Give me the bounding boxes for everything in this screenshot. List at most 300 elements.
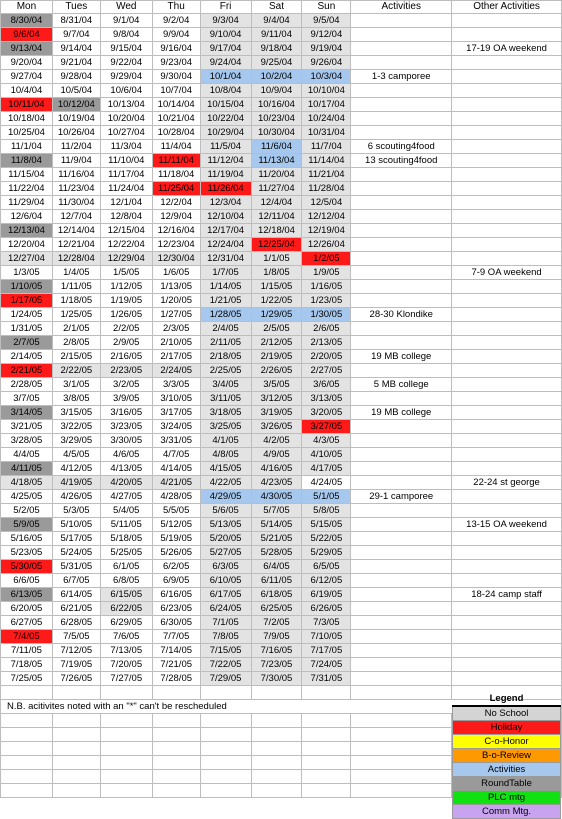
date-cell[interactable]: 7/8/05 [200,630,251,644]
other-activities-cell[interactable]: 18-24 camp staff [452,588,562,602]
other-activities-cell[interactable] [452,574,562,588]
date-cell[interactable]: 2/17/05 [152,350,200,364]
date-cell[interactable]: 2/16/05 [100,350,152,364]
date-cell[interactable]: 2/18/05 [200,350,251,364]
empty-cell[interactable] [100,686,152,700]
empty-cell[interactable] [152,770,200,784]
date-cell[interactable]: 6/28/05 [52,616,100,630]
date-cell[interactable]: 4/27/05 [100,490,152,504]
date-cell[interactable]: 10/19/04 [52,112,100,126]
other-activities-cell[interactable] [452,644,562,658]
date-cell[interactable]: 7/17/05 [302,644,351,658]
date-cell[interactable]: 12/29/04 [100,252,152,266]
date-cell[interactable]: 9/26/04 [302,56,351,70]
date-cell[interactable]: 5/6/05 [200,504,251,518]
other-activities-cell[interactable]: 7-9 OA weekend [452,266,562,280]
date-cell[interactable]: 6/1/05 [100,560,152,574]
date-cell[interactable]: 4/18/05 [1,476,53,490]
date-cell[interactable]: 5/28/05 [251,546,302,560]
date-cell[interactable]: 2/22/05 [52,364,100,378]
other-activities-cell[interactable] [452,378,562,392]
other-activities-cell[interactable] [452,546,562,560]
date-cell[interactable]: 5/29/05 [302,546,351,560]
date-cell[interactable]: 6/23/05 [152,602,200,616]
date-cell[interactable]: 4/16/05 [251,462,302,476]
date-cell[interactable]: 5/20/05 [200,532,251,546]
empty-cell[interactable] [200,686,251,700]
date-cell[interactable]: 10/31/04 [302,126,351,140]
date-cell[interactable]: 12/9/04 [152,210,200,224]
empty-cell[interactable] [251,742,302,756]
other-activities-cell[interactable] [452,196,562,210]
date-cell[interactable]: 2/5/05 [251,322,302,336]
date-cell[interactable]: 1/2/05 [302,252,351,266]
date-cell[interactable]: 1/18/05 [52,294,100,308]
date-cell[interactable]: 9/27/04 [1,70,53,84]
date-cell[interactable]: 9/11/04 [251,28,302,42]
date-cell[interactable]: 7/31/05 [302,672,351,686]
date-cell[interactable]: 7/27/05 [100,672,152,686]
empty-cell[interactable] [100,728,152,742]
activities-cell[interactable]: 28-30 Klondike [351,308,452,322]
date-cell[interactable]: 4/17/05 [302,462,351,476]
empty-cell[interactable] [302,728,351,742]
other-activities-cell[interactable] [452,406,562,420]
empty-cell[interactable] [100,770,152,784]
empty-cell[interactable] [1,756,53,770]
date-cell[interactable]: 9/22/04 [100,56,152,70]
date-cell[interactable]: 12/12/04 [302,210,351,224]
date-cell[interactable]: 11/19/04 [200,168,251,182]
date-cell[interactable]: 7/19/05 [52,658,100,672]
date-cell[interactable]: 6/16/05 [152,588,200,602]
date-cell[interactable]: 6/8/05 [100,574,152,588]
date-cell[interactable]: 1/10/05 [1,280,53,294]
date-cell[interactable]: 1/9/05 [302,266,351,280]
activities-cell[interactable] [351,28,452,42]
date-cell[interactable]: 12/1/04 [100,196,152,210]
date-cell[interactable]: 3/7/05 [1,392,53,406]
other-activities-cell[interactable] [452,112,562,126]
date-cell[interactable]: 12/23/04 [152,238,200,252]
date-cell[interactable]: 10/16/04 [251,98,302,112]
date-cell[interactable]: 10/29/04 [200,126,251,140]
activities-cell[interactable] [351,322,452,336]
date-cell[interactable]: 6/24/05 [200,602,251,616]
date-cell[interactable]: 3/18/05 [200,406,251,420]
date-cell[interactable]: 12/30/04 [152,252,200,266]
other-activities-cell[interactable] [452,322,562,336]
activities-cell[interactable] [351,532,452,546]
other-activities-cell[interactable] [452,616,562,630]
date-cell[interactable]: 10/8/04 [200,84,251,98]
empty-cell[interactable] [1,770,53,784]
date-cell[interactable]: 10/3/04 [302,70,351,84]
date-cell[interactable]: 2/4/05 [200,322,251,336]
date-cell[interactable]: 6/13/05 [1,588,53,602]
other-activities-cell[interactable] [452,210,562,224]
other-activities-cell[interactable] [452,658,562,672]
other-activities-cell[interactable] [452,364,562,378]
date-cell[interactable]: 7/20/05 [100,658,152,672]
date-cell[interactable]: 11/23/04 [52,182,100,196]
date-cell[interactable]: 7/13/05 [100,644,152,658]
date-cell[interactable]: 12/31/04 [200,252,251,266]
date-cell[interactable]: 11/8/04 [1,154,53,168]
date-cell[interactable]: 1/12/05 [100,280,152,294]
date-cell[interactable]: 12/3/04 [200,196,251,210]
date-cell[interactable]: 10/10/04 [302,84,351,98]
empty-cell[interactable] [100,784,152,798]
activities-cell[interactable] [351,56,452,70]
date-cell[interactable]: 4/23/05 [251,476,302,490]
date-cell[interactable]: 3/30/05 [100,434,152,448]
empty-cell[interactable] [52,784,100,798]
empty-cell[interactable] [200,728,251,742]
date-cell[interactable]: 4/15/05 [200,462,251,476]
date-cell[interactable]: 7/10/05 [302,630,351,644]
date-cell[interactable]: 7/3/05 [302,616,351,630]
date-cell[interactable]: 10/23/04 [251,112,302,126]
other-activities-cell[interactable] [452,168,562,182]
date-cell[interactable]: 10/14/04 [152,98,200,112]
empty-cell[interactable] [351,714,452,728]
date-cell[interactable]: 9/29/04 [100,70,152,84]
date-cell[interactable]: 6/18/05 [251,588,302,602]
activities-cell[interactable] [351,84,452,98]
date-cell[interactable]: 7/23/05 [251,658,302,672]
date-cell[interactable]: 5/9/05 [1,518,53,532]
date-cell[interactable]: 12/15/04 [100,224,152,238]
activities-cell[interactable] [351,280,452,294]
date-cell[interactable]: 12/13/04 [1,224,53,238]
date-cell[interactable]: 7/4/05 [1,630,53,644]
date-cell[interactable]: 4/29/05 [200,490,251,504]
date-cell[interactable]: 12/4/04 [251,196,302,210]
empty-cell[interactable] [152,756,200,770]
date-cell[interactable]: 11/7/04 [302,140,351,154]
date-cell[interactable]: 9/21/04 [52,56,100,70]
date-cell[interactable]: 11/21/04 [302,168,351,182]
date-cell[interactable]: 2/27/05 [302,364,351,378]
date-cell[interactable]: 4/8/05 [200,448,251,462]
other-activities-cell[interactable] [452,28,562,42]
other-activities-cell[interactable] [452,434,562,448]
date-cell[interactable]: 10/28/04 [152,126,200,140]
date-cell[interactable]: 7/29/05 [200,672,251,686]
date-cell[interactable]: 2/12/05 [251,336,302,350]
other-activities-cell[interactable] [452,504,562,518]
date-cell[interactable]: 2/28/05 [1,378,53,392]
other-activities-cell[interactable] [452,350,562,364]
date-cell[interactable]: 5/2/05 [1,504,53,518]
date-cell[interactable]: 2/14/05 [1,350,53,364]
date-cell[interactable]: 5/7/05 [251,504,302,518]
activities-cell[interactable]: 19 MB college [351,350,452,364]
date-cell[interactable]: 1/5/05 [100,266,152,280]
activities-cell[interactable] [351,126,452,140]
date-cell[interactable]: 2/21/05 [1,364,53,378]
date-cell[interactable]: 1/13/05 [152,280,200,294]
activities-cell[interactable] [351,462,452,476]
other-activities-cell[interactable] [452,560,562,574]
activities-cell[interactable] [351,210,452,224]
empty-cell[interactable] [302,756,351,770]
activities-cell[interactable] [351,616,452,630]
date-cell[interactable]: 12/17/04 [200,224,251,238]
date-cell[interactable]: 9/28/04 [52,70,100,84]
activities-cell[interactable]: 29-1 camporee [351,490,452,504]
date-cell[interactable]: 10/20/04 [100,112,152,126]
date-cell[interactable]: 6/15/05 [100,588,152,602]
date-cell[interactable]: 4/21/05 [152,476,200,490]
date-cell[interactable]: 11/29/04 [1,196,53,210]
empty-cell[interactable] [351,728,452,742]
date-cell[interactable]: 4/28/05 [152,490,200,504]
date-cell[interactable]: 7/28/05 [152,672,200,686]
date-cell[interactable]: 10/9/04 [251,84,302,98]
date-cell[interactable]: 9/13/04 [1,42,53,56]
empty-cell[interactable] [251,756,302,770]
date-cell[interactable]: 5/17/05 [52,532,100,546]
empty-cell[interactable] [1,728,53,742]
date-cell[interactable]: 9/5/04 [302,14,351,28]
date-cell[interactable]: 4/1/05 [200,434,251,448]
date-cell[interactable]: 9/14/04 [52,42,100,56]
date-cell[interactable]: 5/24/05 [52,546,100,560]
date-cell[interactable]: 12/10/04 [200,210,251,224]
activities-cell[interactable] [351,574,452,588]
other-activities-cell[interactable] [452,70,562,84]
date-cell[interactable]: 3/15/05 [52,406,100,420]
activities-cell[interactable] [351,560,452,574]
other-activities-cell[interactable] [452,140,562,154]
date-cell[interactable]: 3/23/05 [100,420,152,434]
other-activities-cell[interactable] [452,462,562,476]
date-cell[interactable]: 2/13/05 [302,336,351,350]
date-cell[interactable]: 1/7/05 [200,266,251,280]
date-cell[interactable]: 10/26/04 [52,126,100,140]
date-cell[interactable]: 2/3/05 [152,322,200,336]
empty-cell[interactable] [52,770,100,784]
empty-cell[interactable] [302,686,351,700]
date-cell[interactable]: 12/24/04 [200,238,251,252]
date-cell[interactable]: 1/14/05 [200,280,251,294]
date-cell[interactable]: 6/27/05 [1,616,53,630]
empty-cell[interactable] [200,770,251,784]
date-cell[interactable]: 11/17/04 [100,168,152,182]
date-cell[interactable]: 9/19/04 [302,42,351,56]
date-cell[interactable]: 11/10/04 [100,154,152,168]
date-cell[interactable]: 1/26/05 [100,308,152,322]
date-cell[interactable]: 5/14/05 [251,518,302,532]
date-cell[interactable]: 11/22/04 [1,182,53,196]
date-cell[interactable]: 3/3/05 [152,378,200,392]
empty-cell[interactable] [52,686,100,700]
date-cell[interactable]: 2/20/05 [302,350,351,364]
date-cell[interactable]: 11/18/04 [152,168,200,182]
date-cell[interactable]: 3/4/05 [200,378,251,392]
date-cell[interactable]: 9/20/04 [1,56,53,70]
date-cell[interactable]: 5/4/05 [100,504,152,518]
other-activities-cell[interactable] [452,182,562,196]
date-cell[interactable]: 3/24/05 [152,420,200,434]
date-cell[interactable]: 11/12/04 [200,154,251,168]
other-activities-cell[interactable] [452,602,562,616]
date-cell[interactable]: 1/6/05 [152,266,200,280]
empty-cell[interactable] [152,784,200,798]
date-cell[interactable]: 12/6/04 [1,210,53,224]
activities-cell[interactable] [351,630,452,644]
date-cell[interactable]: 3/2/05 [100,378,152,392]
date-cell[interactable]: 6/20/05 [1,602,53,616]
date-cell[interactable]: 6/11/05 [251,574,302,588]
other-activities-cell[interactable]: 17-19 OA weekend [452,42,562,56]
date-cell[interactable]: 1/23/05 [302,294,351,308]
other-activities-cell[interactable] [452,490,562,504]
activities-cell[interactable]: 13 scouting4food [351,154,452,168]
date-cell[interactable]: 12/20/04 [1,238,53,252]
activities-cell[interactable]: 19 MB college [351,406,452,420]
empty-cell[interactable] [351,686,452,700]
date-cell[interactable]: 10/21/04 [152,112,200,126]
date-cell[interactable]: 5/25/05 [100,546,152,560]
empty-cell[interactable] [200,714,251,728]
date-cell[interactable]: 11/26/04 [200,182,251,196]
date-cell[interactable]: 3/25/05 [200,420,251,434]
date-cell[interactable]: 6/26/05 [302,602,351,616]
activities-cell[interactable]: 1-3 camporee [351,70,452,84]
date-cell[interactable]: 3/1/05 [52,378,100,392]
date-cell[interactable]: 5/15/05 [302,518,351,532]
date-cell[interactable]: 4/30/05 [251,490,302,504]
date-cell[interactable]: 9/6/04 [1,28,53,42]
date-cell[interactable]: 4/13/05 [100,462,152,476]
empty-cell[interactable] [251,784,302,798]
other-activities-cell[interactable] [452,14,562,28]
date-cell[interactable]: 9/2/04 [152,14,200,28]
date-cell[interactable]: 9/8/04 [100,28,152,42]
activities-cell[interactable] [351,98,452,112]
date-cell[interactable]: 9/1/04 [100,14,152,28]
date-cell[interactable]: 4/24/05 [302,476,351,490]
date-cell[interactable]: 5/30/05 [1,560,53,574]
activities-cell[interactable]: 6 scouting4food [351,140,452,154]
date-cell[interactable]: 12/18/04 [251,224,302,238]
date-cell[interactable]: 4/6/05 [100,448,152,462]
date-cell[interactable]: 9/16/04 [152,42,200,56]
date-cell[interactable]: 10/6/04 [100,84,152,98]
date-cell[interactable]: 10/1/04 [200,70,251,84]
date-cell[interactable]: 9/15/04 [100,42,152,56]
date-cell[interactable]: 11/2/04 [52,140,100,154]
date-cell[interactable]: 5/5/05 [152,504,200,518]
date-cell[interactable]: 5/13/05 [200,518,251,532]
date-cell[interactable]: 11/16/04 [52,168,100,182]
activities-cell[interactable] [351,518,452,532]
date-cell[interactable]: 6/9/05 [152,574,200,588]
date-cell[interactable]: 11/4/04 [152,140,200,154]
date-cell[interactable]: 3/13/05 [302,392,351,406]
empty-cell[interactable] [52,714,100,728]
date-cell[interactable]: 9/25/04 [251,56,302,70]
date-cell[interactable]: 11/25/04 [152,182,200,196]
empty-cell[interactable] [251,686,302,700]
date-cell[interactable]: 9/7/04 [52,28,100,42]
date-cell[interactable]: 6/21/05 [52,602,100,616]
date-cell[interactable]: 6/17/05 [200,588,251,602]
date-cell[interactable]: 9/9/04 [152,28,200,42]
date-cell[interactable]: 11/1/04 [1,140,53,154]
date-cell[interactable]: 3/8/05 [52,392,100,406]
activities-cell[interactable] [351,644,452,658]
date-cell[interactable]: 6/14/05 [52,588,100,602]
other-activities-cell[interactable] [452,56,562,70]
date-cell[interactable]: 3/22/05 [52,420,100,434]
empty-cell[interactable] [100,742,152,756]
date-cell[interactable]: 5/10/05 [52,518,100,532]
date-cell[interactable]: 12/8/04 [100,210,152,224]
date-cell[interactable]: 6/30/05 [152,616,200,630]
activities-cell[interactable] [351,392,452,406]
other-activities-cell[interactable] [452,420,562,434]
date-cell[interactable]: 10/11/04 [1,98,53,112]
date-cell[interactable]: 6/19/05 [302,588,351,602]
date-cell[interactable]: 3/12/05 [251,392,302,406]
date-cell[interactable]: 4/10/05 [302,448,351,462]
date-cell[interactable]: 4/11/05 [1,462,53,476]
empty-cell[interactable] [200,784,251,798]
date-cell[interactable]: 12/28/04 [52,252,100,266]
date-cell[interactable]: 10/27/04 [100,126,152,140]
date-cell[interactable]: 10/22/04 [200,112,251,126]
date-cell[interactable]: 11/27/04 [251,182,302,196]
date-cell[interactable]: 3/19/05 [251,406,302,420]
empty-cell[interactable] [152,714,200,728]
empty-cell[interactable] [1,784,53,798]
date-cell[interactable]: 3/17/05 [152,406,200,420]
date-cell[interactable]: 6/22/05 [100,602,152,616]
date-cell[interactable]: 7/14/05 [152,644,200,658]
date-cell[interactable]: 7/16/05 [251,644,302,658]
date-cell[interactable]: 1/8/05 [251,266,302,280]
date-cell[interactable]: 6/10/05 [200,574,251,588]
date-cell[interactable]: 2/8/05 [52,336,100,350]
activities-cell[interactable] [351,602,452,616]
date-cell[interactable]: 12/22/04 [100,238,152,252]
date-cell[interactable]: 5/18/05 [100,532,152,546]
activities-cell[interactable] [351,224,452,238]
date-cell[interactable]: 11/11/04 [152,154,200,168]
date-cell[interactable]: 2/11/05 [200,336,251,350]
activities-cell[interactable] [351,252,452,266]
date-cell[interactable]: 7/26/05 [52,672,100,686]
activities-cell[interactable] [351,476,452,490]
date-cell[interactable]: 5/12/05 [152,518,200,532]
empty-cell[interactable] [351,784,452,798]
activities-cell[interactable] [351,672,452,686]
activities-cell[interactable] [351,112,452,126]
other-activities-cell[interactable] [452,224,562,238]
date-cell[interactable]: 9/10/04 [200,28,251,42]
other-activities-cell[interactable] [452,532,562,546]
date-cell[interactable]: 9/3/04 [200,14,251,28]
date-cell[interactable]: 1/4/05 [52,266,100,280]
date-cell[interactable]: 12/21/04 [52,238,100,252]
date-cell[interactable]: 10/7/04 [152,84,200,98]
activities-cell[interactable] [351,434,452,448]
other-activities-cell[interactable] [452,280,562,294]
